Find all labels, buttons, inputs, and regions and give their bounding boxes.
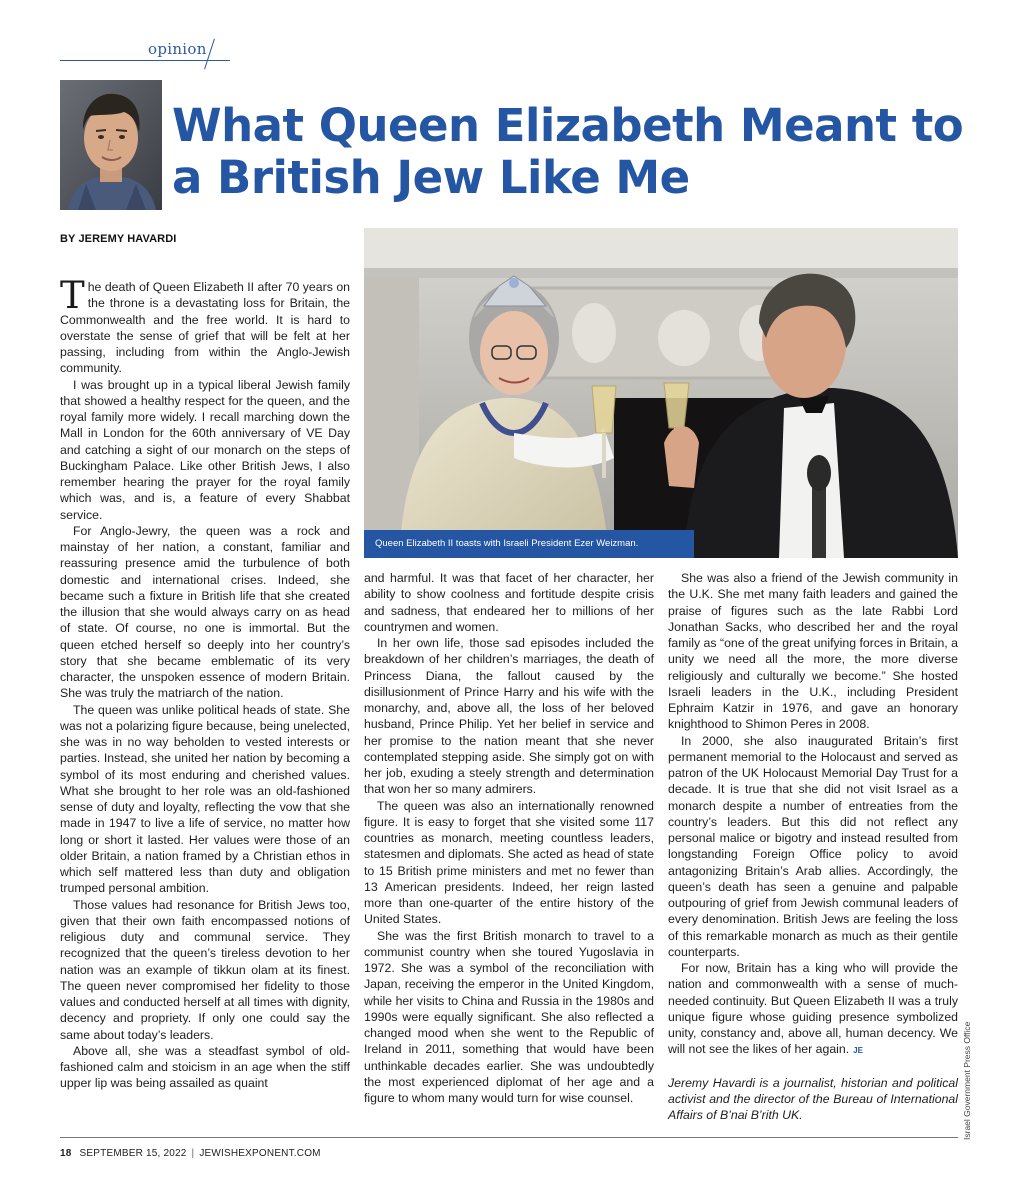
article-paragraph: For now, Britain has a king who will provide the nation and commonwealth with a sense of much-needed continuity. But Queen Elizabeth II was a truly unique figure whose guiding presence symbolized unity, constancy and, above all, human decency. We will not see the likes of her again. JE: [668, 961, 958, 1057]
footer-separator: |: [191, 1148, 195, 1159]
article-paragraph: The queen was also an internationally renowned figure. It is easy to forget that she visited some 117 countries as monarch, meeting countless leaders, statesmen and diplomats. She acted as head of state to 15 British prime ministers and met no fewer than 13 American presidents. Indeed, her reign lasted more than one-quarter of the entire history of the United States.: [364, 798, 654, 927]
end-mark: JE: [853, 1046, 863, 1056]
headline: What Queen Elizabeth Meant to a British Jew Like Me: [172, 99, 964, 204]
article-paragraph: The queen was unlike political heads of state. She was not a polarizing figure because, being unelected, she was in no way beholden to vested interests or parties. Instead, she united her nation by becoming a symbol of its most enduring and cherished values. What she brought to her role was an old-fashioned sense of duty and loyalty, reflecting the vow that she made in 1947 to live a life of service, no matter how long or short it lasted. Her values were those of an older Britain, a nation framed by a Christian ethos in which self mattered less than duty and obligation trumped personal ambition.: [60, 702, 350, 896]
footer: [60, 1148, 321, 1159]
article-paragraph: The death of Queen Elizabeth II after 70 years on the throne is a devastating loss for Britain, the Commonwealth and the free world. It is hard to overstate the sense of grief that will be felt at her passing, including from within the Anglo-Jewish community.: [60, 274, 350, 376]
article-paragraph: I was brought up in a typical liberal Jewish family that showed a healthy respect for the queen, and the royal family more widely. I recall marching down the Mall in London for the 60th anniversary of VE Day and catching a sight of our monarch on the steps of Buckingham Palace. Like other British Jews, I also remember hearing the prayer for the royal family which was, and is, a feature of every Shabbat service.: [60, 377, 350, 522]
photo-caption: Queen Elizabeth II toasts with Israeli President Ezer Weizman.: [364, 530, 694, 558]
article-paragraph: Those values had resonance for British Jews too, given that their own faith encompassed notions of religious duty and communal service. They recognized that the queen’s tireless devotion to her nation was an example of tikkun olam at its finest. The queen never compromised her fidelity to those values and conducted herself at all times with dignity, decency and propriety. If only one could say the same about today’s leaders.: [60, 897, 350, 1042]
article-photo: [364, 228, 958, 558]
article-paragraph: She was the first British monarch to travel to a communist country when she toured Yugoslavia in 1972. She was a symbol of the reconciliation with Japan, receiving the emperor in the United Kingdom, while her visits to China and Russia in the 1980s and 1990s were equally significant. She also reflected a changed mood when she went to the Republic of Ireland in 2011, something that would have been unthinkable decades earlier. She was undoubtedly the most experienced diplomat of her age and a figure to whom many would turn for wise counsel.: [364, 928, 654, 1105]
article-column-1: [60, 274, 350, 1092]
photo-credit: Israel Government Press Office: [962, 1021, 972, 1140]
article-column-2: [364, 570, 654, 1106]
article-column-3: [668, 570, 958, 1123]
author-bio: Jeremy Havardi is a journalist, historian and political activist and the director of the Bureau of International Affairs of B’nai B’rith UK.: [668, 1075, 958, 1122]
dropcap: T: [60, 274, 85, 317]
article-paragraph: Above all, she was a steadfast symbol of old-fashioned calm and stoicism in an age when the stiff upper lip was being assailed as quaint: [60, 1043, 350, 1091]
article-paragraph: and harmful. It was that facet of her character, her ability to show coolness and fortitude despite crisis and sadness, that endeared her to millions of her countrymen and women.: [364, 571, 654, 634]
website-link[interactable]: JEWISHEXPONENT.COM: [199, 1148, 321, 1159]
issue-date: SEPTEMBER 15, 2022: [79, 1148, 187, 1159]
footer-rule: [60, 1137, 958, 1138]
article-paragraph: She was also a friend of the Jewish community in the U.K. She met many faith leaders and gained the praise of figures such as the late Rabbi Lord Jonathan Sacks, who described her and the royal family as “one of the great unifying forces in Britain, a unity we need all the more, the more diverse religiously and culturally we become.” She hosted Israeli leaders in the U.K., including President Ephraim Katzir in 1976, and gave an honorary knighthood to Shimon Peres in 2008.: [668, 571, 958, 732]
section-label: opinion: [148, 40, 207, 58]
page-number: 18: [60, 1148, 72, 1159]
byline: BY JEREMY HAVARDI: [60, 233, 177, 245]
author-headshot: [60, 80, 162, 210]
section-rule: [60, 60, 230, 61]
article-paragraph: In her own life, those sad episodes included the breakdown of her children’s marriages, the death of Princess Diana, the fallout caused by the disillusionment of Prince Harry and his wife with the monarchy, and, above all, the loss of her beloved husband, Prince Philip. Yet her belief in service and her promise to the nation meant that she never contemplated stepping aside. She simply got on with her job, exuding a steely strength and determination that won her so many admirers.: [364, 636, 654, 797]
article-paragraph: For Anglo-Jewry, the queen was a rock and mainstay of her nation, a constant, familiar and reassuring presence amid the turbulence of both domestic and international crises. Indeed, she became such a fixture in British life that she created the illusion that she would always carry on as head of state. Of course, no one is immortal. But the queen etched herself so deeply into her country’s story that she became emblematic of its very character, the unspoken essence of modern Britain. She was truly the matriarch of the nation.: [60, 523, 350, 701]
article-paragraph: In 2000, she also inaugurated Britain’s first permanent memorial to the Holocaust and served as patron of the UK Holocaust Memorial Day Trust for a decade. It is true that she did not visit Israel as a monarch despite a number of entreaties from the country’s leaders. But this did not reflect any personal malice or bigotry and instead resulted from longstanding Foreign Office policy to avoid antagonizing Britain’s Arab allies. Accordingly, the queen’s death has seen a genuine and palpable outpouring of grief from Jewish communal leaders of every denomination. British Jews are feeling the loss of this remarkable monarch as much as their gentile counterparts.: [668, 733, 958, 959]
